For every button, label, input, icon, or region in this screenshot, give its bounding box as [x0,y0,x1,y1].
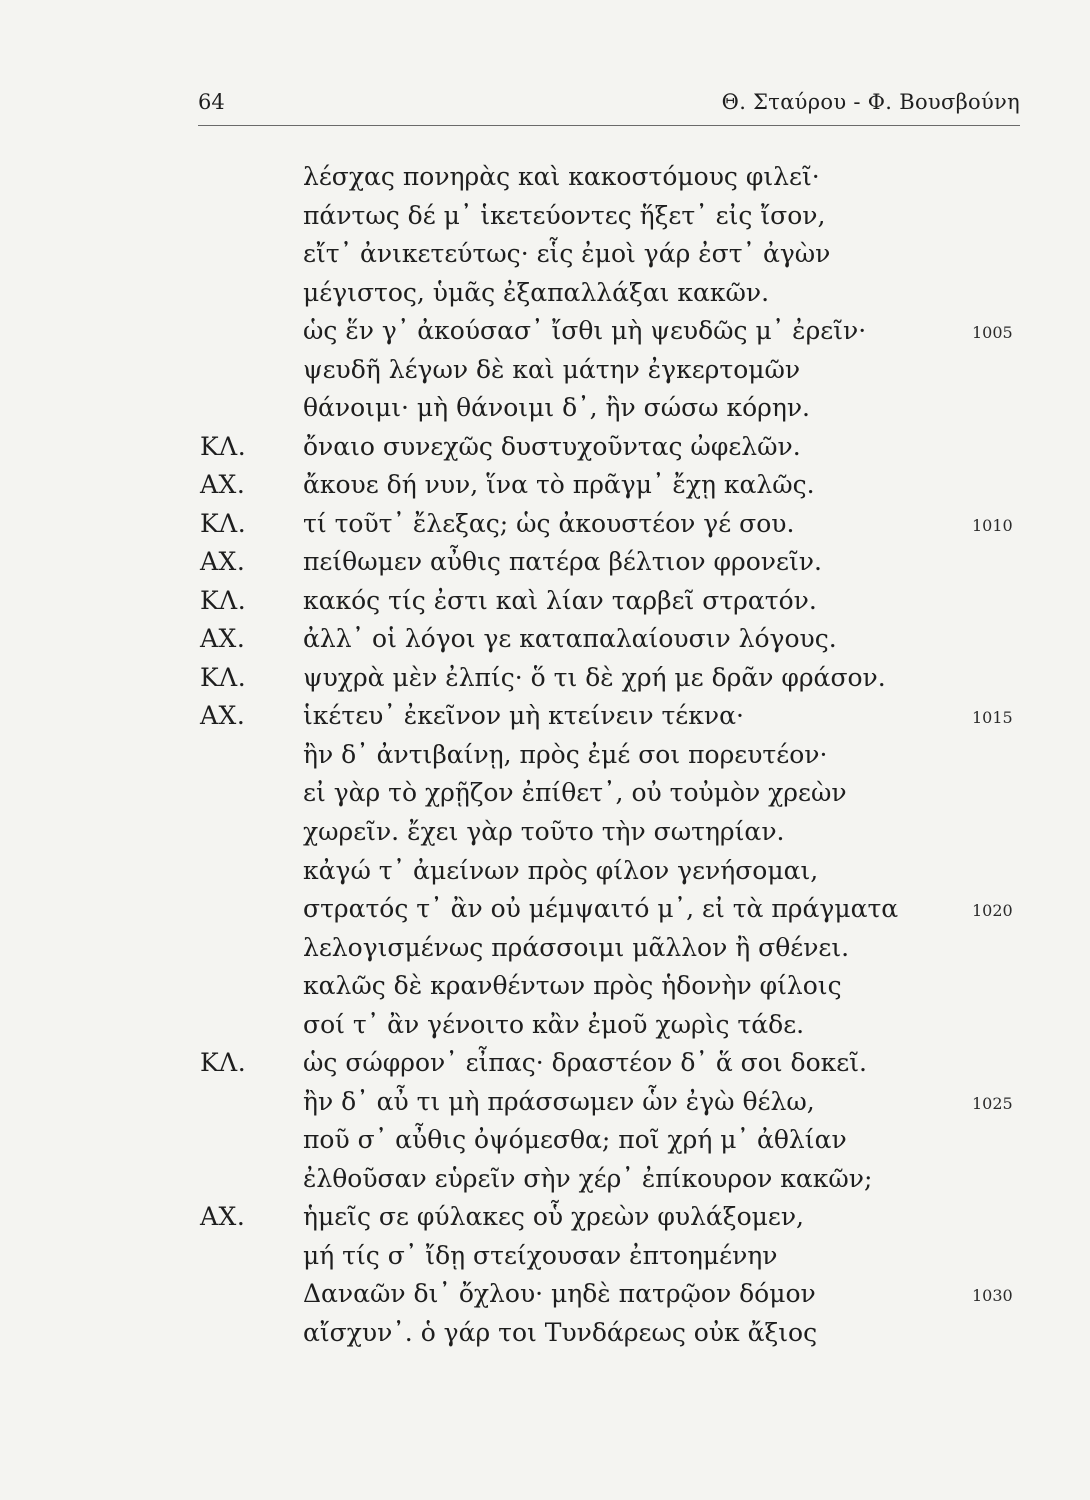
line-number: 1030 [972,1286,1013,1306]
speaker-label: ΚΛ. [200,431,247,461]
speaker-label: ΑΧ. [200,547,246,577]
verse-text: ἄκουε δή νυν, ἵνα τὸ πρᾶγμ᾽ ἔχῃ καλῶς. [303,470,815,500]
verse-line [0,929,1090,967]
verse-line [0,774,1090,812]
verse-text: ἐλθοῦσαν εὑρεῖν σὴν χέρ᾽ ἐπίκουρον κακῶν; [303,1163,873,1193]
verse-text: λελογισμένως πράσσοιμι μᾶλλον ἢ σθένει. [303,932,850,962]
verse-text: ἀλλ᾽ οἱ λόγοι γε καταπαλαίουσιν λόγους. [303,624,837,654]
verse-line [0,1275,1090,1313]
verse-text: μή τίς σ᾽ ἴδῃ στείχουσαν ἐπτοημένην [303,1240,778,1270]
verse-text: ὡς σώφρον᾽ εἶπας· δραστέον δ᾽ ἅ σοι δοκεῖ. [303,1048,867,1078]
verse-line [0,197,1090,235]
page-header [198,88,1020,124]
verse-text: καλῶς δὲ κρανθέντων πρὸς ἡδονὴν φίλοις [303,971,842,1001]
verse-text: αἴσχυν᾽. ὁ γάρ τοι Τυνδάρεως οὐκ ἄξιος [303,1317,818,1347]
verse-line [0,428,1090,466]
verse-line [0,1044,1090,1082]
verse-text: εἰ γὰρ τὸ χρῇζον ἐπίθετ᾽, οὐ τοὐμὸν χρεὼν [303,778,847,808]
verse-line [0,1198,1090,1236]
verse-text: θάνοιμι· μὴ θάνοιμι δ᾽, ἢν σώσω κόρην. [303,393,810,423]
verse-line [0,351,1090,389]
page-number: 64 [198,90,225,114]
verse-text: χωρεῖν. ἔχει γὰρ τοῦτο τὴν σωτηρίαν. [303,817,785,846]
verse-line [0,659,1090,697]
verse-line [0,852,1090,890]
speaker-label: ΑΧ. [200,701,246,731]
header-rule [198,125,1020,126]
verse-line [0,389,1090,427]
line-number: 1010 [972,515,1013,535]
speaker-label: ΑΧ. [200,624,246,654]
verse-line [0,890,1090,928]
verse-text: κακός τίς ἐστι καὶ λίαν ταρβεῖ στρατόν. [303,585,817,615]
verse-line [0,620,1090,658]
verse-text: ψευδῆ λέγων δὲ καὶ μάτην ἐγκερτομῶν [303,354,801,384]
verse-text: εἴτ᾽ ἀνικετεύτως· εἷς ἐμοὶ γάρ ἐστ᾽ ἀγὼν [303,239,831,269]
verse-text: ὡς ἕν γ᾽ ἀκούσασ᾽ ἴσθι μὴ ψευδῶς μ᾽ ἐρεῖν· [303,316,867,346]
verse-line [0,1121,1090,1159]
verse-text: ὄναιο συνεχῶς δυστυχοῦντας ὠφελῶν. [303,431,801,461]
verse-line [0,967,1090,1005]
verse-text: πάντως δέ μ᾽ ἱκετεύοντες ἥξετ᾽ εἰς ἴσον, [303,200,826,230]
line-number: 1015 [972,708,1013,728]
speaker-label: ΚΛ. [200,1048,247,1078]
speaker-label: ΚΛ. [200,585,247,615]
verse-line [0,813,1090,851]
verse-line [0,736,1090,774]
verse-text: ποῦ σ᾽ αὖθις ὀψόμεσθα; ποῖ χρή μ᾽ ἀθλίαν [303,1125,847,1155]
running-head: Θ. Σταύρου - Φ. Βουσβούνη [721,90,1020,114]
speaker-label: ΑΧ. [200,470,246,500]
verse-line [0,235,1090,273]
line-number: 1020 [972,901,1013,921]
verse-text: ἢν δ᾽ αὖ τι μὴ πράσσωμεν ὧν ἐγὼ θέλω, [303,1086,815,1116]
verse-line [0,1314,1090,1352]
verse-line [0,1083,1090,1121]
verse-line [0,1006,1090,1044]
verse-line [0,274,1090,312]
verse-line [0,543,1090,581]
verse-line [0,697,1090,735]
verse-line [0,1237,1090,1275]
speaker-label: ΑΧ. [200,1202,246,1232]
line-number: 1005 [972,323,1013,343]
verse-text: Δαναῶν δι᾽ ὄχλου· μηδὲ πατρῷον δόμον [303,1279,816,1309]
line-number: 1025 [972,1093,1013,1113]
verse-line [0,1160,1090,1198]
verse-text: λέσχας πονηρὰς καὶ κακοστόμους φιλεῖ· [303,162,820,191]
speaker-label: ΚΛ. [200,508,247,538]
verse-text: πείθωμεν αὖθις πατέρα βέλτιον φρονεῖν. [303,547,822,577]
verse-text: ψυχρὰ μὲν ἐλπίς· ὅ τι δὲ χρή με δρᾶν φράσον. [303,662,886,692]
verse-text: ἡμεῖς σε φύλακες οὗ χρεὼν φυλάξομεν, [303,1202,804,1232]
verse-text: σοί τ᾽ ἂν γένοιτο κἂν ἐμοῦ χωρὶς τάδε. [303,1009,805,1039]
verse-line [0,582,1090,620]
verse-line [0,505,1090,543]
verse-line [0,466,1090,504]
verse-text: στρατός τ᾽ ἂν οὐ μέμψαιτό μ᾽, εἰ τὰ πράγματα [303,894,899,924]
verse-text: ἱκέτευ᾽ ἐκεῖνον μὴ κτείνειν τέκνα· [303,701,744,731]
verse-text: μέγιστος, ὑμᾶς ἐξαπαλλάξαι κακῶν. [303,277,770,307]
verse-line [0,312,1090,350]
speaker-label: ΚΛ. [200,662,247,692]
verse-text: κἀγώ τ᾽ ἀμείνων πρὸς φίλον γενήσομαι, [303,855,819,885]
verse-text: τί τοῦτ᾽ ἔλεξας; ὡς ἀκουστέον γέ σου. [303,508,795,538]
verse-line [0,158,1090,196]
verse-text: ἢν δ᾽ ἀντιβαίνῃ, πρὸς ἐμέ σοι πορευτέον· [303,739,828,769]
